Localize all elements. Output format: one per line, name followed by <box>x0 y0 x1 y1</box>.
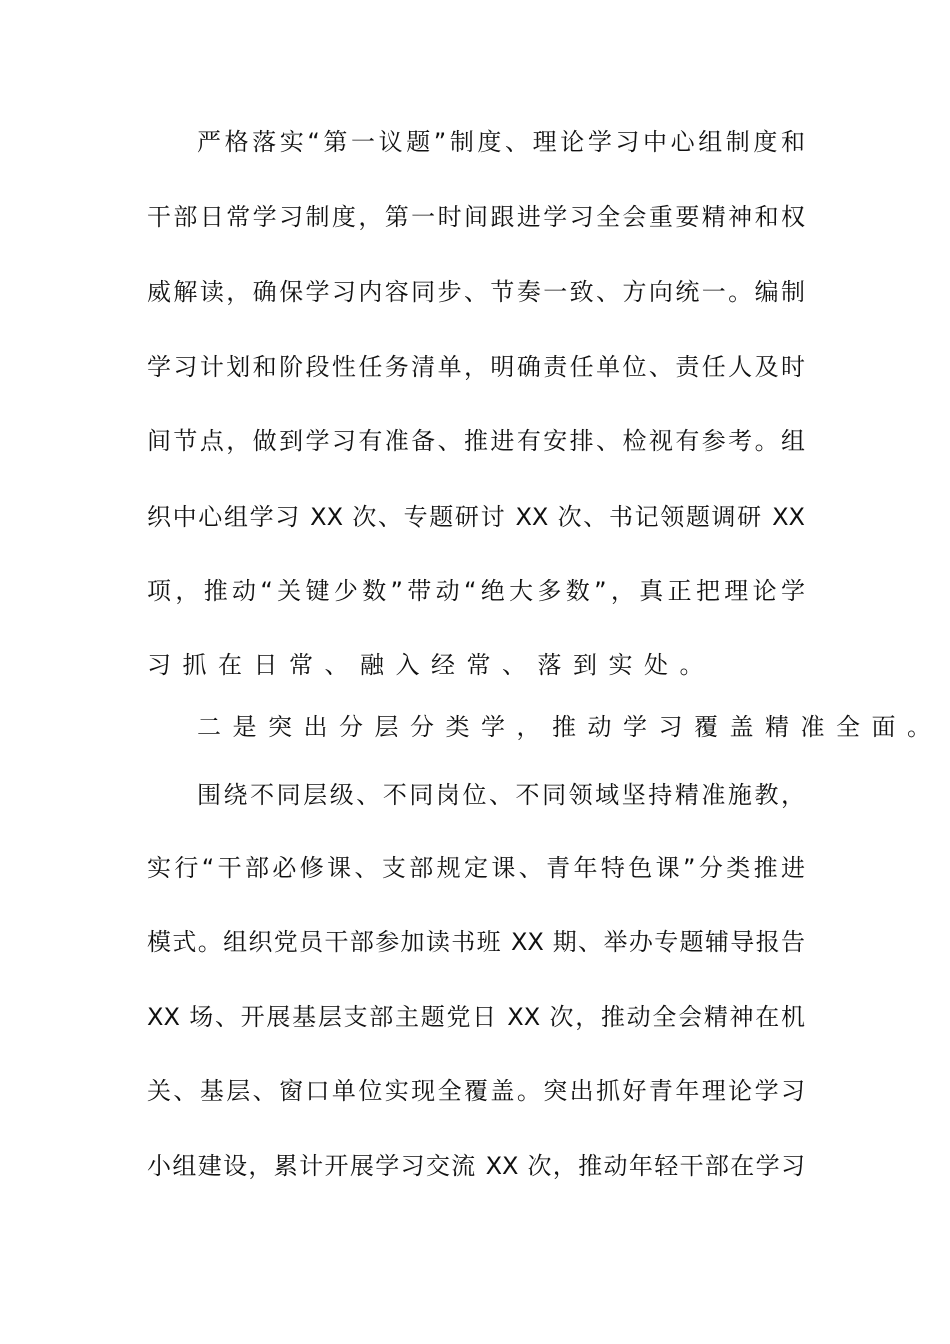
paragraph-1-line-7: 项，推动“关键少数”带动“绝大多数”，真正把理论学 <box>147 577 805 605</box>
paragraph-1-line-1: 严格落实“第一议题”制度、理论学习中心组制度和 <box>197 128 805 156</box>
paragraph-1-line-4: 学习计划和阶段性任务清单，明确责任单位、责任人及时 <box>147 353 805 381</box>
paragraph-2-line-3: 模式。组织党员干部参加读书班 XX 期、举办专题辅导报告 <box>147 928 805 956</box>
paragraph-2-line-5: 关、基层、窗口单位实现全覆盖。突出抓好青年理论学习 <box>147 1077 805 1105</box>
paragraph-1-line-6: 织中心组学习 XX 次、专题研讨 XX 次、书记领题调研 XX <box>147 503 805 531</box>
paragraph-2-line-1: 围绕不同层级、不同岗位、不同领域坚持精准施教， <box>197 781 805 809</box>
paragraph-1-line-2: 干部日常学习制度，第一时间跟进学习全会重要精神和权 <box>147 203 805 231</box>
paragraph-1-line-5: 间节点，做到学习有准备、推进有安排、检视有参考。组 <box>147 427 805 455</box>
paragraph-2-line-2: 实行“干部必修课、支部规定课、青年特色课”分类推进 <box>147 854 805 882</box>
paragraph-2-line-6: 小组建设，累计开展学习交流 XX 次，推动年轻干部在学习 <box>147 1152 805 1180</box>
paragraph-1-line-3: 威解读，确保学习内容同步、节奏一致、方向统一。编制 <box>147 278 805 306</box>
paragraph-1-line-8: 习抓在日常、融入经常、落到实处。 <box>147 651 715 679</box>
section-heading: 二是突出分层分类学，推动学习覆盖精准全面。 <box>197 713 943 741</box>
paragraph-2-line-4: XX 场、开展基层支部主题党日 XX 次，推动全会精神在机 <box>147 1003 805 1031</box>
